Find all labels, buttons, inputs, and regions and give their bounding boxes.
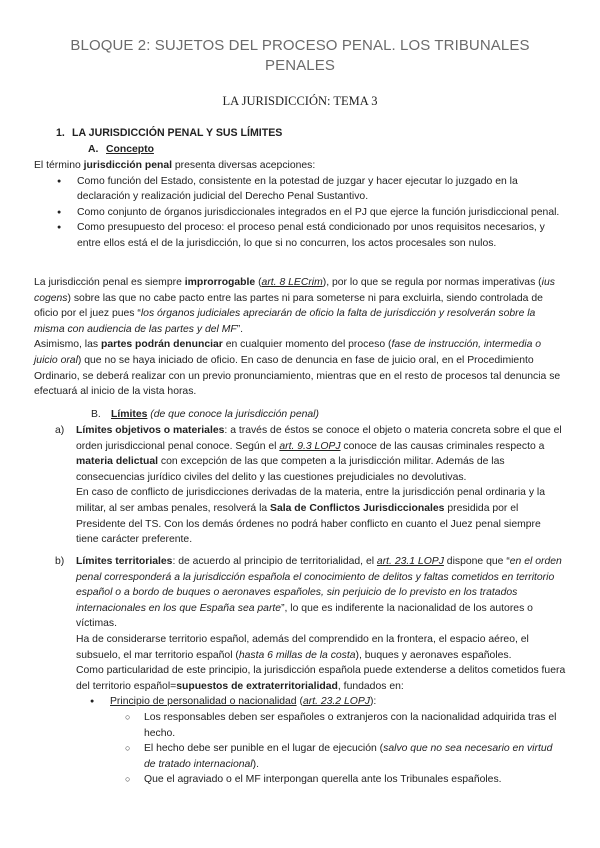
text: con excepción de las que competen a la jurisdicción militar. Además de las consecuencias jurídico civiles del delito y las cuestiones prejudiciales no devolutivas. (76, 456, 505, 483)
bold-term: Límites territoriales (76, 556, 173, 567)
text: ). (252, 758, 259, 770)
bullet-circle-icon: ○ (125, 743, 131, 754)
item-label: b) (55, 556, 65, 567)
law-reference: art. 23.1 LOPJ (376, 556, 444, 567)
law-reference: art. 9.3 LOPJ (279, 440, 341, 452)
text: ), por lo que se regula por normas imperativas ( (322, 277, 542, 288)
subsection-b-letter: B. (91, 409, 101, 420)
list-item: ● Como conjunto de órganos jurisdiccionales integrados en el PJ que ejerce la función jurisdiccional penal. (34, 205, 566, 221)
text: En caso de conflicto de jurisdicciones derivadas de la materia, entre la jurisdicción penal ordinaria y la militar, al ser ambas penales, resolverá la (76, 487, 545, 514)
bold-term: Límites objetivos o materiales (76, 425, 225, 436)
text: presidida por el Presidente del TS. Con los demás órdenes no podrá haber conflicto en cuanto el Juez penal siempre tiene carácter preferente. (76, 502, 541, 546)
bold-term: Sala de Conflictos Jurisdiccionales (270, 502, 445, 514)
text: Como particularidad de este principio, la jurisdicción española puede extenderse a delitos cometidos fuera del territorio español= (76, 665, 566, 692)
intro-text: El término (34, 160, 84, 171)
improrrogable-paragraph (34, 275, 566, 400)
italic-quote: los órganos judiciales apreciarán de oficio la falta de jurisdicción y resolverán sobre la misma con audiencia de las partes y del MF (34, 308, 536, 335)
intro-bold: jurisdicción penal (83, 160, 173, 171)
text: ( (255, 277, 262, 288)
section-heading (56, 126, 282, 142)
text: , fundados en: (337, 680, 404, 692)
italic-term: fase de instrucción, intermedia o juicio oral (34, 339, 542, 366)
principle-item (0, 694, 566, 710)
text: La jurisdicción penal es siempre (34, 277, 185, 288)
subsection-b-note: (de que conoce la jurisdicción penal) (147, 409, 319, 420)
text: ( (296, 696, 303, 708)
text: ”, lo que es indiferente la nacionalidad de los autores o víctimas. (76, 602, 533, 630)
acepciones-list (34, 174, 566, 252)
list-item: ● Como función del Estado, consistente en la potestad de juzgar y hacer ejecutar lo juzgado en la declaración y realización judicial del Derecho Penal Sustantivo. (34, 174, 566, 205)
principle-title: Principio de personalidad o nacionalidad (110, 696, 297, 708)
list-item: ● Como presupuesto del proceso: el proceso penal está condicionado por unos requisitos necesarios, y entre ellos está el de la jurisdicción, lo que si no concurren, los actos procesales son nulos. (34, 220, 566, 251)
text: ), buques y aeronaves españoles. (355, 649, 512, 661)
bold-term: supuestos de extraterritorialidad (176, 680, 338, 692)
subsection-b-title: Límites (111, 409, 148, 420)
bold-term: improrrogable (184, 277, 256, 288)
text: : a través de éstos se conoce el objeto o materia concreta sobre el que el orden jurisdiccional penal conoce. Según el (76, 425, 562, 452)
bullet-dot-icon: ● (90, 698, 95, 706)
text: ) sobre las que no cabe pacto entre las partes ni para someterse ni para excluirla, siendo controlada de oficio por el juez pues “ (34, 292, 543, 320)
text: dispone que “ (443, 556, 510, 567)
text: en cualquier momento del proceso ( (222, 339, 392, 351)
list-item (0, 772, 566, 788)
bullet-circle-icon: ○ (125, 774, 131, 785)
list-item (0, 741, 566, 772)
list-item (0, 710, 566, 741)
text: ): (369, 696, 377, 708)
text: ”. (236, 323, 244, 335)
limits-objective-item (34, 423, 566, 548)
text: ) que no se haya iniciado de oficio. En caso de denuncia en fase de juicio oral, en el Procedimiento Ordinario, se deberá realizar con un previo pronunciamiento, mientras que en el resto de procesos tal denuncia se efectuará al inicio de la vista horas. (34, 354, 561, 398)
text: Los responsables deben ser españoles o extranjeros con la nacionalidad adquirida tras el hecho. (144, 711, 557, 739)
bold-term: partes podrán denunciar (100, 339, 223, 351)
subsection-a-title: Concepto (106, 144, 154, 155)
item-label: a) (55, 425, 65, 436)
text: Asimismo, las (34, 339, 101, 351)
page-subtitle: LA JURISDICCIÓN: TEMA 3 (222, 94, 378, 108)
section-title: LA JURISDICCIÓN PENAL Y SUS LÍMITES (72, 127, 283, 139)
text: conoce de las causas criminales respecto a (340, 440, 545, 452)
intro-text-end: presenta diversas acepciones: (172, 160, 316, 171)
italic-term: ius cogens (34, 277, 555, 304)
limits-territorial-item (34, 554, 566, 788)
law-reference: art. 23.2 LOPJ (302, 696, 370, 708)
denuncia-paragraph (34, 337, 566, 399)
text: El hecho debe ser punible en el lugar de ejecución ( (144, 743, 384, 755)
subsection-b-heading (34, 407, 566, 423)
subsection-a-heading (88, 142, 154, 158)
italic-term: hasta 6 millas de la costa (238, 649, 356, 661)
text: : de acuerdo al principio de territorialidad, el (172, 556, 377, 567)
bullet-circle-icon: ○ (125, 711, 131, 722)
page-title: BLOQUE 2: SUJETOS DEL PROCESO PENAL. LOS TRIBUNALES PENALES (70, 37, 530, 74)
intro-paragraph (34, 158, 566, 174)
italic-quote: en el orden penal corresponderá a la jurisdicción española el conocimiento de delitos y faltas cometidos en territorio español o a bordo de buques o aeronaves españoles, sin perjuicio de lo previsto en los tratados internacionales en los que España sea parte (76, 556, 562, 614)
section-number: 1. (56, 127, 65, 139)
text: Que el agraviado o el MF interpongan querella ante los Tribunales españoles. (144, 774, 502, 786)
italic-term: salvo que no sea necesario en virtud de tratado internacional (144, 743, 553, 770)
subsection-a-letter: A. (88, 144, 99, 155)
law-reference: art. 8 LECrim (261, 277, 323, 288)
text: Ha de considerarse territorio español, además del comprendido en la frontera, el espacio aéreo, el subsuelo, el mar territorio español ( (76, 633, 529, 661)
bold-term: materia delictual (76, 456, 159, 468)
concept-block (34, 158, 566, 252)
